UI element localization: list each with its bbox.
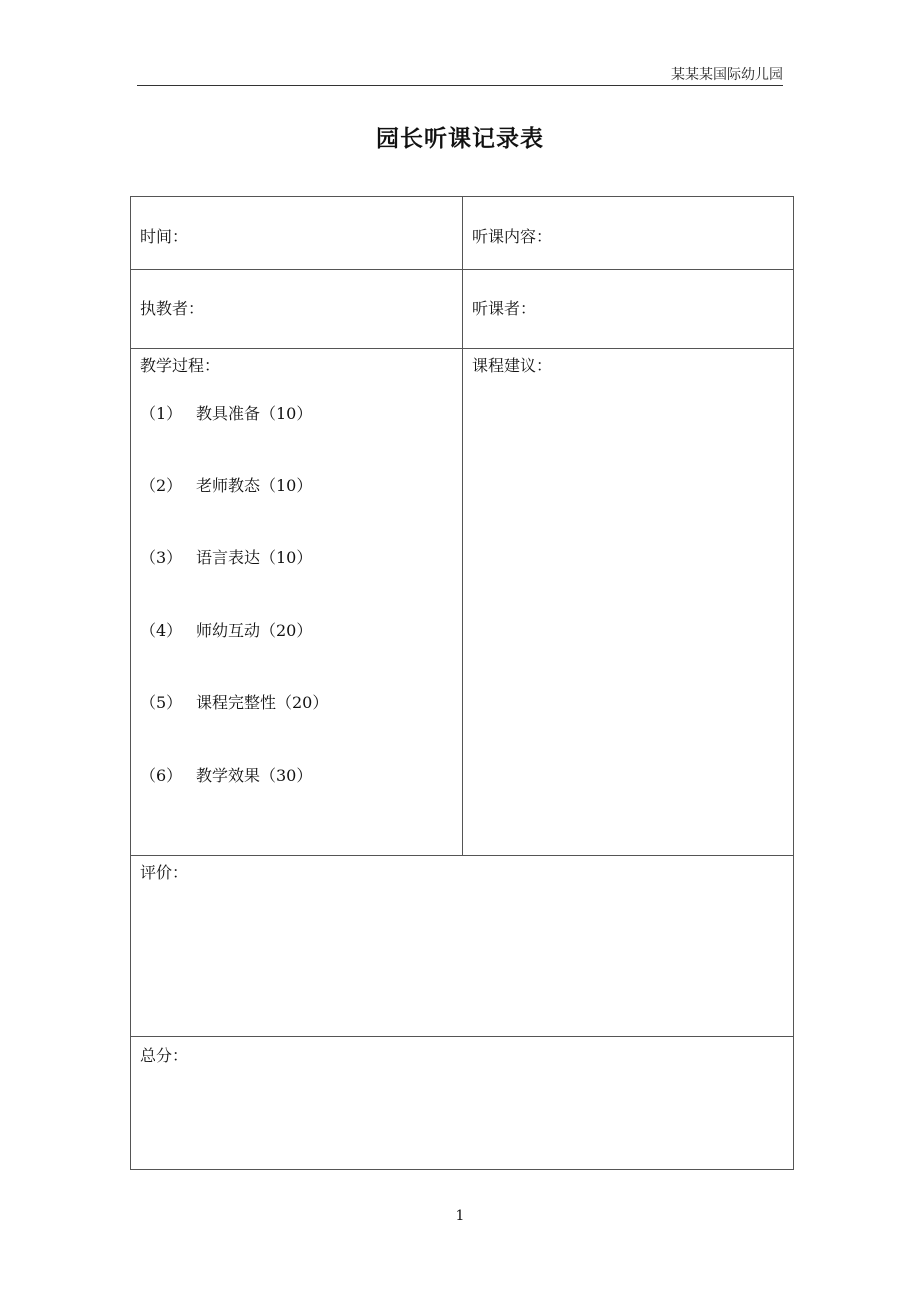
header-org-name: 某某某国际幼儿园 <box>671 67 783 83</box>
list-item <box>140 473 312 496</box>
item-number: （4） <box>140 621 183 640</box>
header-rule <box>137 85 783 86</box>
list-item <box>140 763 312 786</box>
time-cell[interactable] <box>130 196 463 270</box>
item-text: 课程完整性（20） <box>196 693 329 712</box>
list-item <box>140 545 312 568</box>
teacher-cell[interactable] <box>130 269 463 349</box>
page-number: 1 <box>455 1208 465 1224</box>
teacher-label: 执教者： <box>140 299 205 318</box>
evaluation-label: 评价： <box>140 863 189 882</box>
item-text: 教具准备（10） <box>196 404 313 423</box>
total-label: 总分： <box>140 1046 189 1065</box>
item-number: （6） <box>140 766 183 785</box>
process-label: 教学过程： <box>140 356 221 375</box>
time-label: 时间： <box>140 227 189 246</box>
content-label: 听课内容： <box>472 227 553 246</box>
list-item <box>140 690 328 713</box>
listener-label: 听课者： <box>472 299 537 318</box>
item-text: 老师教态（10） <box>196 476 313 495</box>
list-item <box>140 401 312 424</box>
record-form-table <box>130 196 794 1170</box>
item-text: 师幼互动（20） <box>196 621 313 640</box>
process-cell[interactable] <box>130 348 463 856</box>
page-title: 园长听课记录表 <box>376 125 544 152</box>
total-score-cell[interactable] <box>130 1036 794 1170</box>
item-text: 教学效果（30） <box>196 766 313 785</box>
item-text: 语言表达（10） <box>196 548 313 567</box>
list-item <box>140 618 312 641</box>
item-number: （5） <box>140 693 183 712</box>
item-number: （2） <box>140 476 183 495</box>
content-cell[interactable] <box>462 196 794 270</box>
evaluation-cell[interactable] <box>130 855 794 1037</box>
item-number: （3） <box>140 548 183 567</box>
listener-cell[interactable] <box>462 269 794 349</box>
item-number: （1） <box>140 404 183 423</box>
suggestion-label: 课程建议： <box>472 356 553 375</box>
suggestion-cell[interactable] <box>462 348 794 856</box>
